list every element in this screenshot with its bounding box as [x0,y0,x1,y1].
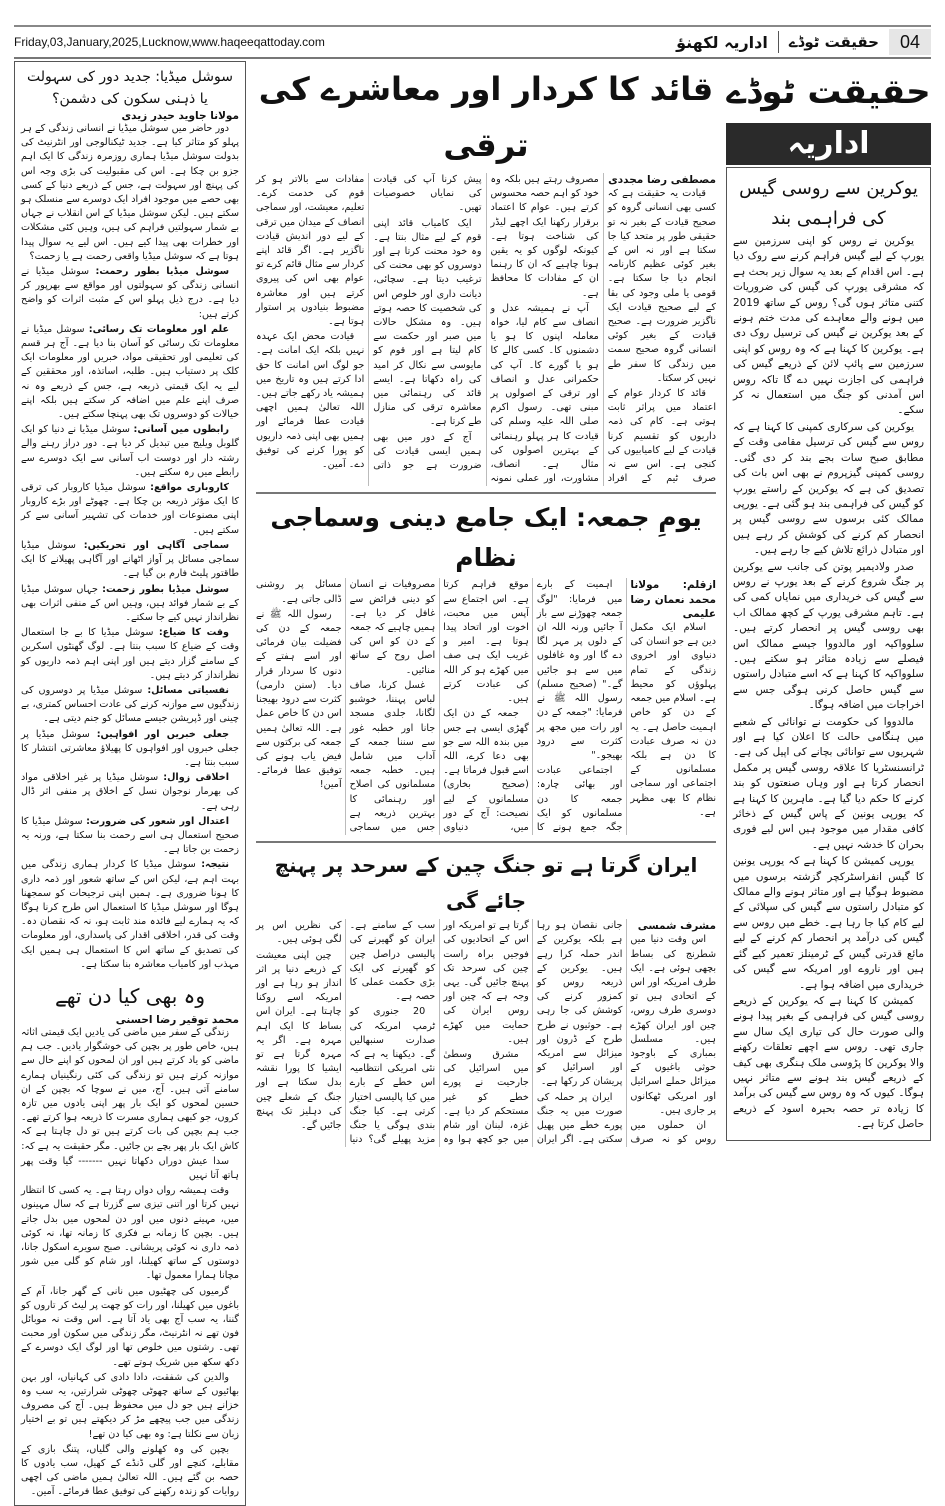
paragraph: 20 جنوری کو ٹرمپ امریکہ کی صدارت سنبھالیں گے۔ دیکھنا یہ ہے کہ نئی امریکی انتظامیہ اس خطے کے بارے میں کیا پالیسی اختیار کرتی ہے۔ کیا جنگ بندی ہوگی یا جنگ مزید پھیلے گی؟ دنیا کی نظریں اس پر لگی ہوئی ہیں۔ [256,920,436,1146]
editorial-label: اداریہ [726,123,931,165]
paragraph: آج کے دور میں بھی ہمیں ایسی قیادت کی ضرورت ہے جو ذاتی مفادات سے بالاتر ہو کر قوم کی خدمت کرے۔ تعلیم، معیشت، اور سماجی انصاف کے میدان میں ترقی کے لیے دور اندیش قیادت ناگزیر ہے۔ اگر قائد اپنے کردار سے مثال قائم کرے تو عوام بھی اس کی پیروی کرتے ہیں اور معاشرہ مضبوط بنیادوں پر استوار ہوتا ہے۔ [256,174,482,472]
paragraph: چین اپنی معیشت کے ذریعے دنیا پر اثر انداز ہو رہا ہے اور امریکہ اسے روکنا چاہتا ہے۔ ایران اس بساط کا ایک اہم مہرہ ہے۔ اگر یہ مہرہ گرتا ہے تو ایشیا کا پورا نقشہ بدل سکتا ہے اور جنگ کے شعلے چین کی دہلیز تک پہنچ جائیں گے۔ [256,949,342,1131]
subheading: سماجی آگاہی اور تحریکیں: [83,539,230,551]
paragraph: ان حملوں میں روس کو نہ صرف جانی نقصان ہو رہا ہے بلکہ یوکرین کے اندر حملہ کرا رہے ہیں۔ یوکرین کے ذریعہ روس کو کمزور کرنے کی کوشش کی جا رہی ہے۔ حوثیوں نے طرح طرح کے ڈرون اور میزائل سے امریکہ اور اسرائیل کو پریشان کر رکھا ہے۔ [536,920,716,1146]
paragraph: اہمیت کے بارے میں فرمایا: "لوگ جمعہ چھوڑنے سے باز آ جائیں ورنہ اللہ ان کے دلوں پر مہر لگا دے گا اور وہ غافلوں میں سے ہو جائیں گے۔" (صحیح مسلم) رسول اللہ ﷺ نے فرمایا: "جمعہ کے دن اور رات میں مجھ پر کثرت سے درود بھیجو۔" [536,579,623,761]
paragraph: سدا عیش دوراں دکھاتا نہیں ------- گیا وقت پھر ہاتھ آتا نہیں [21,1155,239,1182]
paragraph: نتیجہ: سوشل میڈیا کا کردار ہماری زندگی میں بہت اہم ہے، لیکن اس کے ساتھ شعور اور ذمہ داری کا ہونا ضروری ہے۔ ہمیں اپنی ترجیحات کو سمجھنا ہوگا اور سوشل میڈیا کا استعمال اس طرح کرنا ہوگا کہ یہ ہمارے لیے فائدہ مند ثابت ہو، نہ کہ نقصان دہ۔ وقت کی قدر، اخلاقی اقدار کی پاسداری، اور معلومات کی تصدیق کے ساتھ اس کا استعمال ہی ہمیں ایک مہذب اور کامیاب معاشرہ بنا سکتا ہے۔ [21,859,239,970]
paragraph: یوکرین کی سرکاری کمپنی کا کہنا ہے کہ روس سے گیس کی ترسیل مقامی وقت کے مطابق صبح سات بجے بند کر دی گئی۔ روسی کمپنی گیزپروم نے بھی اس بات کی تصدیق کی ہے کہ یوکرین کے راستے یورپ کو گیس کی فراہمی بند ہو گئی ہے۔ یورپی ممالک کئی برسوں سے روسی گیس پر انحصار کم کرنے کی کوشش کر رہے ہیں اور متبادل ذرائع تلاش کیے جا رہے ہیں۔ [733,420,924,557]
nostalgia-byline: محمد توقیر رضا احسنی [115,1013,239,1026]
friday-article-body [256,578,716,835]
paragraph: قیادت محض ایک عہدہ نہیں بلکہ ایک امانت ہے۔ جو لوگ اس امانت کا حق ادا کرتے ہیں وہ تاریخ میں ہمیشہ یاد رکھے جاتے ہیں۔ اللہ تعالیٰ ہمیں اچھی قیادت عطا فرمائے اور ہمیں بھی اپنی ذمہ داریوں کو پورا کرنے کی توفیق دے۔ آمین۔ [256,331,365,471]
page-header [14,25,931,59]
paragraph: رابطوں میں آسانی: سوشل میڈیا نے دنیا کو ایک گلوبل ویلیج میں تبدیل کر دیا ہے۔ دور دراز رہنے والے رشتہ دار اور دوست اب آسانی سے ایک دوسرے سے رابطے میں رہ سکتے ہیں۔ [21,424,239,478]
paragraph: سوشل میڈیا بطور رحمت: سوشل میڈیا نے انسانی زندگی کو سہولتوں اور مواقع سے بھرپور کر دیا ہے۔ درج ذیل پہلو اس کے مثبت اثرات کو واضح کرتے ہیں: [21,266,239,320]
editorial-body [733,234,924,1133]
left-column [14,61,246,1506]
paragraph: آپ نے ہمیشہ عدل و انصاف سے کام لیا، خواہ معاملہ اپنوں کا ہو یا دشمنوں کا۔ کسی کالے کا ہو یا گورے کا۔ آپ کی حکمرانی عدل و انصاف اور ترقی کے اصولوں پر مبنی تھی۔ رسول اکرم صلی اللہ علیہ وسلم کی قیادت کا ہر پہلو رہنمائی کے بہترین اصولوں کی مثال ہے۔ انصاف، مشاورت، اور عملی نمونہ پیش کرنا آپ کی قیادت کی نمایاں خصوصیات تھیں۔ [373,174,599,485]
paragraph: سماجی آگاہی اور تحریکیں: سوشل میڈیا سماجی مسائل پر آواز اٹھانے اور آگاہی پھیلانے کا ایک طاقتور پلیٹ فارم بن گیا ہے۔ [21,539,239,580]
subheading: اعتدال اور شعور کی ضرورت: [86,815,229,827]
paragraph: قیادت یہ حقیقت ہے کہ کسی بھی انسانی گروہ کو صحیح قیادت کے بغیر نہ تو حقیقی طور پر متحد کیا جا سکتا ہے اور نہ اس کے بغیر کوئی عظیم کارنامہ انجام دیا جا سکتا ہے۔ قومی یا ملی وجود کی بقا کے لیے صحیح قیادت ایک ناگزیر ضرورت ہے۔ صحیح قیادت کے بغیر کوئی انسانی گروہ صحیح سمت میں زندگی کا سفر طے نہیں کر سکتا۔ [607,188,716,384]
friday-headline: یومِ جمعہ: ایک جامع دینی وسماجی نظام [270,503,702,573]
main-headline: قائد کا کردار اور معاشرے کی ترقی [258,70,714,164]
iran-headline: ایران گرتا ہے تو جنگ چین کے سرحد پر پہنچ جائے گی [274,853,698,914]
byline: مشرف شمسی [637,920,716,933]
paragraph: جعلی خبریں اور افواہیں: سوشل میڈیا پر جعلی خبروں اور افواہوں کا پھیلاؤ معاشرتی انتشار کا سبب بنتا ہے۔ [21,728,239,768]
page-grid [14,61,931,1506]
paragraph: غسل کرنا، صاف لباس پہننا، خوشبو لگانا، جلدی مسجد جانا اور خطبہ غور سے سننا جمعہ کے آداب میں شامل ہیں۔ خطبہ جمعہ مسلمانوں کی اصلاح اور رہنمائی کا بہترین ذریعہ ہے جس میں سماجی مسائل پر روشنی ڈالی جاتی ہے۔ [256,579,436,833]
paragraph: بچپن کی وہ کھلونے والی گلیاں، پتنگ بازی کے مقابلے، کنچے اور گلی ڈنڈے کے کھیل، سب یادوں کا حصہ بن گئے ہیں۔ اللہ تعالیٰ ہمیں ماضی کی اچھی روایات کو زندہ رکھنے کی توفیق عطا فرمائے۔ آمین۔ [21,1443,239,1498]
paragraph: دور حاضر میں سوشل میڈیا نے انسانی زندگی کے ہر پہلو کو متاثر کیا ہے۔ جدید ٹیکنالوجی اور انٹرنیٹ کی بدولت سوشل میڈیا ہماری روزمرہ زندگی کا ایک اہم جزو بن چکا ہے۔ اس کی مقبولیت کی بڑی وجہ اس کی پہنچ اور سہولت ہے، جس کے ذریعے دنیا کے کسی بھی حصے میں موجود افراد ایک دوسرے سے منسلک ہو سکتے ہیں۔ لیکن سوشل میڈیا کے اس انقلاب نے جہاں بے شمار سہولتیں فراہم کی ہیں، وہیں کئی مشکلات اور خطرات بھی پیدا کیے ہیں۔ اس لیے یہ سوال پیدا ہوتا ہے کہ سوشل میڈیا واقعی رحمت ہے یا زحمت؟ [21,123,239,262]
subheading: اخلاقی زوال: [163,772,229,784]
paragraph: گرمیوں کی چھٹیوں میں نانی کے گھر جانا، آم کے باغوں میں کھیلنا، اور رات کو چھت پر لیٹ کر تاروں کو گننا، یہ سب آج بھی یاد آتا ہے۔ اس وقت نہ موبائل فون تھے نہ انٹرنیٹ، مگر زندگی میں سکون اور محبت تھی۔ رشتوں میں خلوص تھا اور لوگ ایک دوسرے کے دکھ سکھ میں شریک ہوتے تھے۔ [21,1285,239,1368]
paragraph: یورپی کمیشن کا کہنا ہے کہ یورپی یونین کا گیس انفراسٹرکچر گزشتہ برسوں میں مضبوط ہوگیا ہے اور متاثر ہونے والے ممالک کو متبادل راستوں سے گیس کی سپلائی کے لیے کام کیا جا رہا ہے۔ خطے میں روس سے گیس کی درآمد پر انحصار کم کرنے کے لیے مائع قدرتی گیس کے ٹرمینلز تعمیر کیے گئے ہیں اور ناروے اور امریکہ سے گیس کی خریداری میں اضافہ ہوا ہے۔ [733,855,924,991]
paragraph: ایران پر حملہ کی صورت میں یہ جنگ پورے خطے میں پھیل سکتی ہے۔ اگر ایران گرتا ہے تو امریکہ اور اس کے اتحادیوں کی فوجیں براہ راست چین کی سرحد تک پہنچ جائیں گی۔ یہی وجہ ہے کہ چین اور روس ایران کی حمایت میں کھڑے ہیں۔ [443,920,623,1146]
social-media-headline: سوشل میڈیا: جدید دور کی سہولت یا ذہنی سکون کی دشمن؟ [26,69,233,107]
newspaper-page [14,0,931,1506]
editorial-headline: یوکرین سے روسی گیس کی فراہمی بند [739,178,918,229]
masthead-logo: حقیقت ٹوڈے [726,72,931,112]
paragraph: سوشل میڈیا بطور زحمت: جہاں سوشل میڈیا کے بے شمار فوائد ہیں، وہیں اس کے منفی اثرات بھی نظرانداز نہیں کیے جا سکتے۔ [21,583,239,623]
middle-column [256,61,716,1506]
paragraph: زندگی کے سفر میں ماضی کی یادیں ایک قیمتی اثاثہ ہیں، خاص طور پر بچپن کی خوشگوار یادیں۔ جب ہم ماضی کو یاد کرتے ہیں اور ان لمحوں کو اپنے حال سے موازنہ کرتے ہیں تو زندگی کی کئی رنگینیاں ہمارے سامنے آتی ہیں۔ آج، میں نے سوچا کہ بچپن کے ان حسین لمحوں کو ایک بار پھر اپنی یادوں میں تازہ کروں، جو کبھی ہماری مسرت کا ذریعہ ہوا کرتے تھے۔ جب ہم بچپن کی بات کرتے ہیں تو دل چاہتا ہے کہ کاش ایک بار پھر بچے بن جائیں۔ مگر حقیقت یہ ہے کہ: [21,1026,239,1152]
subheading: کاروباری مواقع: [150,482,229,494]
social-media-byline: مولانا جاوید حیدر زیدی [121,110,239,122]
paragraph: رسول اللہ ﷺ نے جمعہ کے دن کی فضیلت بیان فرمائی اور اسے ہفتے کے دنوں کا سردار قرار دیا۔ (سنن دارمی) کثرت سے درود بھیجنا اس دن کا خاص عمل ہے۔ اللہ تعالیٰ ہمیں جمعہ کی برکتوں سے فیض یاب ہونے کی توفیق عطا فرمائے۔ آمین! [256,608,342,791]
nostalgia-headline: وہ بھی کیا دن تھے [54,983,205,1008]
subheading: رابطوں میں آسانی: [133,424,229,436]
byline: ازقلم: مولانا محمد نعمان رضا علیمی [630,579,716,620]
paragraph: علم اور معلومات تک رسائی: سوشل میڈیا نے معلومات تک رسائی کو آسان بنا دیا ہے۔ آج ہر قسم کی تعلیمی اور تحقیقی مواد، خبریں اور معلومات ایک کلک پر دستیاب ہیں۔ طلبہ، اساتذہ، اور محققین کے لیے یہ ایک قیمتی ذریعہ ہے، جس کے ذریعے وہ نہ صرف اپنے علم میں اضافہ کر سکتے ہیں بلکہ اپنے خیالات کو دوسروں تک بھی پہنچا سکتے ہیں۔ [21,323,239,421]
paragraph: والدین کی شفقت، دادا دادی کی کہانیاں، اور بہن بھائیوں کے ساتھ چھوٹی چھوٹی شرارتیں، یہ سب وہ خزانے ہیں جو دل میں محفوظ ہیں۔ آج کی مصروف زندگی میں جب پیچھے مڑ کر دیکھتے ہیں تو بے اختیار زبان سے نکلتا ہے: وہ بھی کیا دن تھے! [21,1371,239,1440]
section-title: اداریہ لکھنؤ [676,32,768,52]
main-article-body [256,173,716,486]
social-media-body [21,122,239,972]
page-number: 04 [889,29,931,55]
subheading: نفسیاتی مسائل: [147,684,230,696]
paragraph: ایک کامیاب قائد اپنی قوم کے لیے مثال بنتا ہے۔ وہ خود محنت کرتا ہے اور دوسروں کو بھی محنت کی ترغیب دیتا ہے۔ سچائی، دیانت داری اور خلوص اس کی شخصیت کا حصہ ہوتے ہیں۔ وہ مشکل حالات میں صبر اور حکمت سے کام لیتا ہے اور قوم کو مایوسی سے نکال کر امید کی راہ دکھاتا ہے۔ ایسے قائد کی رہنمائی میں معاشرہ ترقی کی منازل طے کرتا ہے۔ [373,217,482,428]
paragraph: اعتدال اور شعور کی ضرورت: سوشل میڈیا کا صحیح استعمال ہی اسے رحمت بنا سکتا ہے، ورنہ یہ زحمت بن جاتا ہے۔ [21,815,239,856]
byline: مصطفی رضا مجددی [608,174,716,186]
paragraph: اجتماعی عبادت اور بھائی چارہ: جمعہ کا دن مسلمانوں کو ایک جگہ جمع ہونے کا موقع فراہم کرتا ہے۔ اس اجتماع سے آپس میں محبت، اخوت اور اتحاد پیدا ہوتا ہے۔ امیر و غریب ایک ہی صف میں کھڑے ہو کر اللہ کی عبادت کرتے ہیں۔ [443,579,623,833]
subheading: سوشل میڈیا بطور رحمت: [95,266,230,278]
paragraph: یوکرین نے روس کو اپنی سرزمین سے یورپ کے لیے گیس فراہم کرنے سے روک دیا ہے۔ اس اقدام کے بعد یہ سوال زیر بحث ہے کہ مشرقی یورپ کی گیس کی ضروریات کتنی متاثر ہوں گی؟ روس کے ساتھ 2019 میں ہونے والے معاہدے کی مدت ختم ہونے کے بعد یوکرین نے گیس کی ترسیل روک دی ہے۔ یوکرین کا کہنا ہے کہ وہ روس کو اپنی سرزمین سے پائپ لائن کے ذریعے گیس کی فراہمی کی اجازت نہیں دے گا تاکہ روس اس آمدنی کو جنگ میں استعمال نہ کر سکے۔ [733,235,924,417]
paragraph: وقت کا ضیاع: سوشل میڈیا کا بے جا استعمال وقت کے ضیاع کا سبب بنتا ہے۔ لوگ گھنٹوں اسکرین کے سامنے گزار دیتے ہیں اور اپنی اہم ذمہ داریوں کو نظرانداز کر دیتے ہیں۔ [21,627,239,681]
subheading: جعلی خبریں اور افواہیں: [96,728,229,740]
subheading: علم اور معلومات تک رسائی: [88,323,229,335]
editorial-box [726,167,931,1141]
paragraph: وقت ہمیشہ رواں دواں رہتا ہے۔ یہ کسی کا انتظار نہیں کرتا اور اتنی تیزی سے گزرتا ہے کہ سال مہینوں میں، مہینے دنوں میں اور دن لمحوں میں بدل جاتے ہیں۔ بچپن کا زمانہ بے فکری کا زمانہ تھا، نہ کوئی ذمہ داری نہ کوئی پریشانی۔ صبح سویرے اسکول جانا، دوستوں کے ساتھ کھیلنا، اور شام کو گلی میں شور مچانا ہمارا معمول تھا۔ [21,1185,239,1282]
paragraph: قائد کا کردار عوام کے اعتماد میں پراثر ثابت ہوتی ہے۔ کام کی ذمہ داریوں کو تقسیم کرنا قیادت کے لیے کامیابیوں کی کنجی ہے۔ اس سے نہ صرف ٹیم کے افراد مصروف رہتے ہیں بلکہ وہ خود کو اہم حصہ محسوس کرتے ہیں۔ عوام کا اعتماد برقرار رکھنا ایک اچھے لیڈر کی شناخت ہوتا ہے۔ کیونکہ لوگوں کو یہ یقین ہونا چاہیے کہ ان کا رہنما ان کے مفادات کا محافظ ہے۔ [490,174,716,485]
paragraph: جمعہ کے دن ایک گھڑی ایسی ہے جس میں بندہ اللہ سے جو بھی دعا کرے، اللہ اسے قبول فرماتا ہے۔ (صحیح بخاری) مسلمانوں کے لیے نصیحت: آج کے دور میں، دنیاوی مصروفیات نے انسان کو دینی فرائض سے غافل کر دیا ہے۔ ہمیں چاہیے کہ جمعہ کے دن کو اس کی اصل روح کے ساتھ منائیں۔ [349,579,529,833]
subheading: وقت کا ضیاع: [158,627,230,639]
nostalgia-body [21,1026,239,1500]
iran-article-body [256,919,716,1147]
paragraph: صدر ولادیمیر پوتن کی جانب سے یوکرین پر جنگ شروع کرنے کے بعد یورپ نے روس سے گیس کی خریداری میں نمایاں کمی کی ہے۔ تاہم مشرقی یورپ کے کچھ ممالک اب بھی روسی گیس پر انحصار کرتے ہیں۔ سلوواکیہ اور مالدووا جیسے ممالک اس فیصلے سے زیادہ متاثر ہو سکتے ہیں۔ سلوواکیہ کا کہنا ہے کہ اسے متبادل راستوں سے گیس حاصل کرنی ہوگی جس سے اخراجات میں اضافہ ہوگا۔ [733,560,924,712]
date-line: Friday,03,January,2025,Lucknow,www.haqeeqattoday.com [14,35,325,49]
paragraph: کاروباری مواقع: سوشل میڈیا کاروبار کی ترقی کا ایک مؤثر ذریعہ بن چکا ہے۔ چھوٹے اور بڑے کاروبار اپنی مصنوعات اور خدمات کی تشہیر آسانی سے کر سکتے ہیں۔ [21,482,239,536]
paragraph: نفسیاتی مسائل: سوشل میڈیا پر دوسروں کی زندگیوں سے موازنہ کرنے کی عادت احساس کمتری، بے چینی اور ڈپریشن جیسے مسائل کو جنم دیتی ہے۔ [21,684,239,725]
paragraph: مالدووا کی حکومت نے توانائی کے شعبے میں ہنگامی حالت کا اعلان کیا ہے اور شہریوں سے توانائی بچانے کی اپیل کی ہے۔ ٹرانسنسٹریا کا علاقہ روسی گیس پر مکمل انحصار کرتا ہے اور وہاں صنعتوں کو بند کرنے کا حکم دیا گیا ہے۔ ماہرین کا کہنا ہے کہ یورپی یونین کے پاس گیس کے ذخائر کافی مقدار میں موجود ہیں اس لیے فوری بحران کا خدشہ نہیں ہے۔ [733,715,924,851]
paragraph: مشرق وسطیٰ میں اسرائیل کی جارحیت نے پورے خطے کو غیر مستحکم کر دیا ہے۔ غزہ، لبنان اور شام میں جو کچھ ہوا وہ سب کے سامنے ہے۔ ایران کو گھیرنے کی پالیسی دراصل چین کو گھیرنے کی ایک بڑی حکمت عملی کا حصہ ہے۔ [349,920,529,1146]
divider [256,492,716,494]
divider [256,841,716,843]
paragraph: کمیشن کا کہنا ہے کہ یوکرین کے ذریعے روسی گیس کی فراہمی کے بغیر پیدا ہونے والی صورت حال کی تیاری ایک سال سے جاری تھی۔ روس سے اچھے تعلقات رکھنے والا یوکرین کا پڑوسی ملک ہنگری بھی کیف کے ذریعے گیس بند ہونے سے متاثر نہیں ہوگا۔ کیوں کہ وہ روس سے گیس کی برآمد کا زیادہ تر حصہ بحیرہ اسود کے ذریعے حاصل کرتا ہے۔ [733,994,924,1131]
subheading: نتیجہ: [201,859,229,871]
header-logo: حقیقت ٹوڈے [788,33,879,51]
subheading: سوشل میڈیا بطور زحمت: [102,583,229,595]
paragraph: اخلاقی زوال: سوشل میڈیا پر غیر اخلاقی مواد کی بھرمار نوجوان نسل کے اخلاق پر منفی اثر ڈال رہی ہے۔ [21,772,239,812]
right-column [726,61,931,1506]
paragraph: اس وقت دنیا میں شطرنج کی بساط بچھی ہوئی ہے۔ ایک طرف امریکہ اور اس کے اتحادی ہیں تو دوسری طرف روس، چین اور ایران کھڑے ہیں۔ مسلسل بمباری کے باوجود حوثی باغیوں کے میزائل حملے اسرائیل اور امریکی ٹھکانوں پر جاری ہیں۔ [630,934,716,1116]
paragraph: اسلام ایک مکمل دین ہے جو انسان کی دنیاوی اور اخروی زندگی کے تمام پہلوؤں کو محیط ہے۔ اسلام میں جمعہ کے دن کو خاص اہمیت حاصل ہے۔ یہ دن نہ صرف عبادت کا دن ہے بلکہ مسلمانوں کے اجتماعی اور سماجی نظام کا بھی مظہر ہے۔ [630,622,716,818]
